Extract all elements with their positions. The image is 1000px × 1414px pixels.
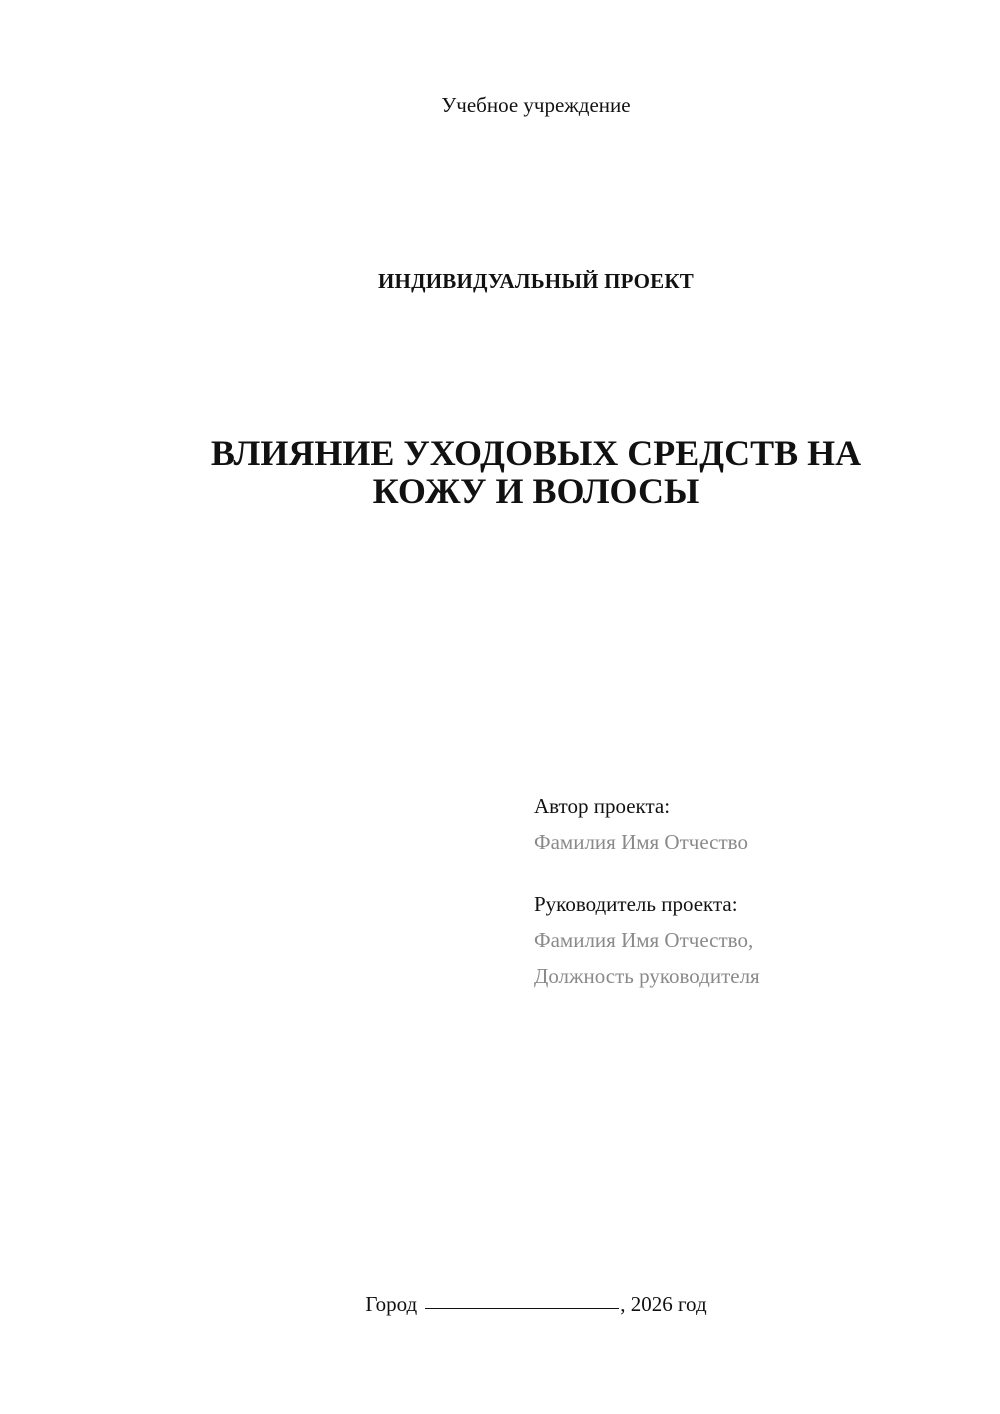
supervisor-label: Руководитель проекта: [534,892,738,916]
supervisor-position-placeholder: Должность руководителя [534,964,760,988]
footer-city-year [0,1290,1000,1318]
city-label: Город [365,1292,418,1316]
author-label: Автор проекта: [534,794,671,818]
project-title-line-1: ВЛИЯНИЕ УХОДОВЫХ СРЕДСТВ НА [210,433,862,473]
project-info-block [534,788,954,994]
institution-name: Учебное учреждение [441,93,631,117]
supervisor-name-placeholder: Фамилия Имя Отчество, [534,928,754,952]
author-name-placeholder: Фамилия Имя Отчество [534,830,748,854]
year-text: , 2026 год [620,1292,707,1316]
project-title [150,434,922,510]
info-spacer [534,860,954,886]
city-blank-line [425,1288,619,1309]
document-type: ИНДИВИДУАЛЬНЫЙ ПРОЕКТ [378,269,694,293]
project-title-line-2: КОЖУ И ВОЛОСЫ [372,471,700,511]
